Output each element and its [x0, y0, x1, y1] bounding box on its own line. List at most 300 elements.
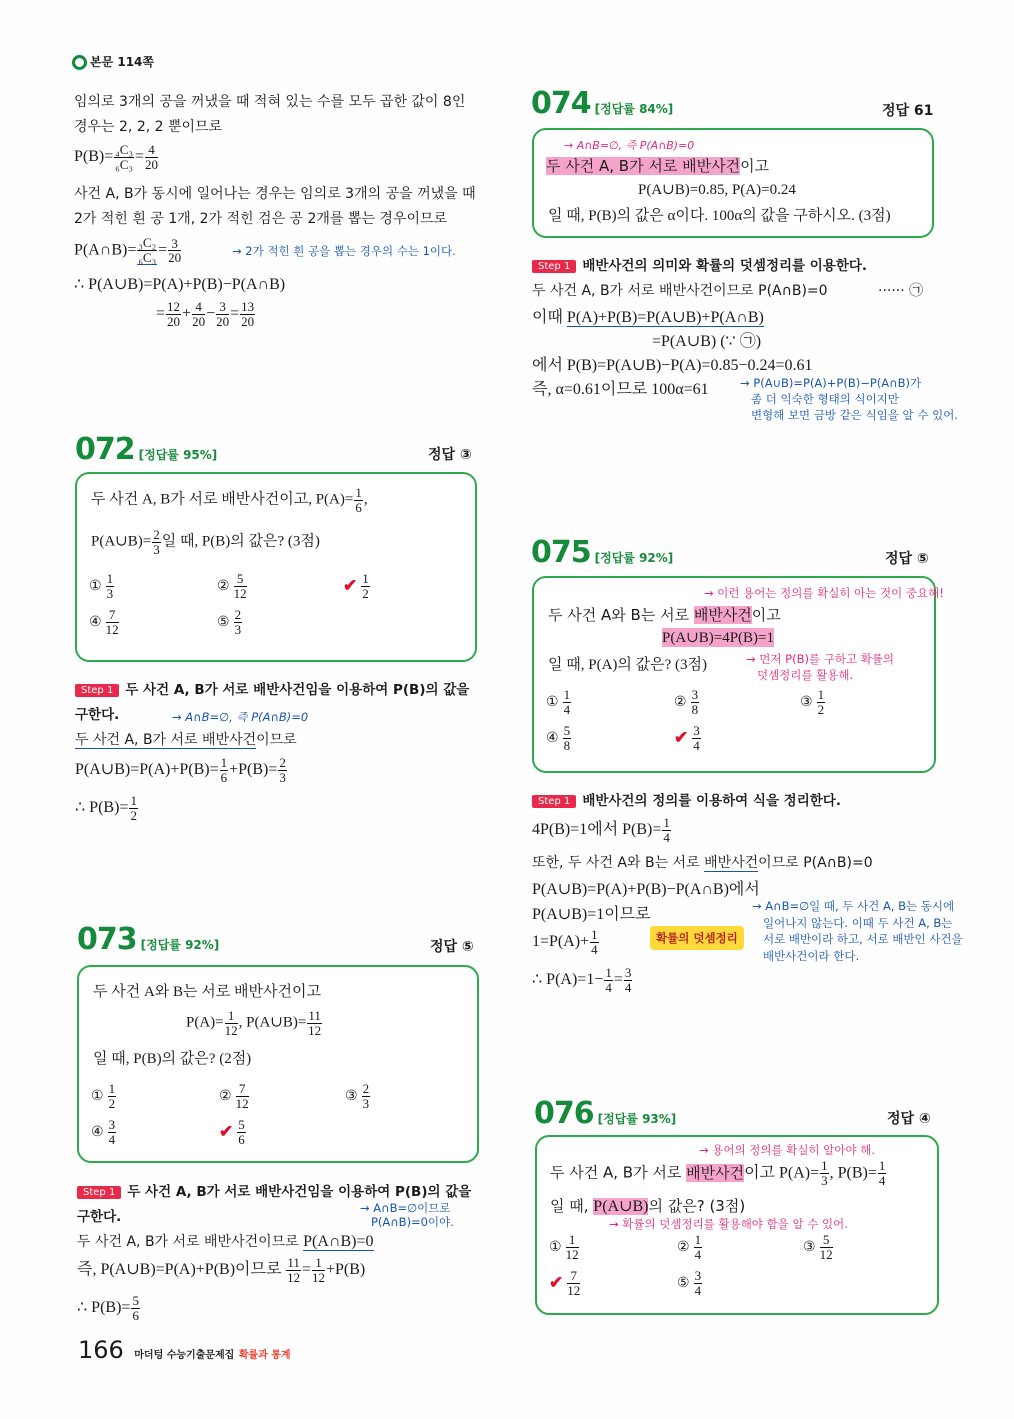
solution-line: [77, 1256, 365, 1284]
q-text: 두 사건 A, B가 서로 배반사건이고, P(A)=: [91, 491, 354, 508]
denominator: 6: [220, 769, 228, 785]
numerator: 1: [312, 1256, 325, 1271]
eq-text: =: [158, 241, 168, 259]
solution-line: 두 사건 A, B가 서로 배반사건이므로 P(A∩B)=0: [532, 283, 828, 299]
question-box: [75, 472, 477, 662]
numerator: 4: [192, 300, 205, 315]
step-title: 배반사건의 의미와 확률의 덧셈정리를 이용한다.: [582, 258, 868, 274]
note-text: A∩B=∅, 즉 P(A∩B)=0: [185, 710, 309, 724]
note-text: 2가 적힌 흰 공을 뽑는 경우의 수는 1이다.: [245, 244, 456, 258]
s-text: 두 사건 A, B가 서로 배반사건: [75, 732, 257, 748]
denominator: 4: [694, 1282, 702, 1298]
q-text: , P(B)=: [829, 1164, 877, 1182]
annotation-note: → 2가 적힌 흰 공을 뽑는 경우의 수는 1이다.: [232, 244, 456, 258]
fraction: [878, 1159, 887, 1187]
fraction: [361, 572, 370, 600]
problem-header: [77, 922, 219, 957]
denominator: 12: [233, 585, 247, 601]
choice-number: ①: [91, 1088, 104, 1104]
question-line: [186, 1009, 323, 1037]
fraction: [817, 688, 826, 716]
note-text: 덧셈정리를 활용해.: [756, 668, 854, 682]
q-text: 배반사건: [686, 1163, 745, 1182]
denominator: 6: [238, 1131, 245, 1147]
fraction: [312, 1256, 325, 1284]
note-text: A∩B=∅, 즉 P(A∩B)=0: [576, 139, 695, 152]
step-title: 구한다.: [77, 1209, 122, 1225]
fraction: [108, 1082, 117, 1110]
fraction: [108, 1118, 117, 1146]
annotation-note: → A∩B=∅일 때, 두 사건 A, B는 동시에 일어나지 않는다. 이때 두 사건 A, B는 서로 배반이라 하고, 서로 배반인 사건을 배반사건이라 한다.: [752, 899, 963, 963]
numerator: 3: [694, 1268, 702, 1283]
equation-pab: [74, 236, 182, 265]
correct-rate: [정답률 84%]: [594, 102, 674, 116]
annotation-note: → A∩B=∅, 즉 P(A∩B)=0: [172, 710, 309, 724]
denominator: 20: [167, 313, 181, 329]
equation-line: [156, 300, 256, 328]
solution-line: [75, 794, 139, 822]
page-footer: [78, 1336, 291, 1364]
step-heading: [77, 1180, 471, 1200]
denominator: 20: [145, 156, 159, 172]
question-line: 두 사건 A와 B는 서로 배반사건이고: [93, 984, 321, 1000]
note-text: 배반사건이라 한다.: [762, 948, 860, 963]
choice-option-4[interactable]: [549, 1269, 581, 1297]
fraction: [278, 756, 287, 784]
choice-number: ①: [549, 1239, 562, 1255]
problem-header: [531, 86, 673, 121]
choice-number: ④: [91, 1124, 104, 1140]
numerator: 1: [362, 571, 369, 586]
choice-number: ④: [89, 614, 102, 630]
solution-line: [532, 928, 600, 956]
fraction: [563, 724, 572, 752]
numerator: 12: [167, 299, 181, 314]
numerator: 1: [106, 571, 114, 586]
numerator: 5: [563, 723, 571, 738]
section-ref-text: 본문 114쪽: [90, 55, 155, 69]
fraction: [694, 1269, 703, 1297]
question-line: [550, 1159, 887, 1187]
numerator: 11: [287, 1255, 300, 1271]
choice-option-5[interactable]: [674, 724, 702, 752]
denominator: 6: [355, 499, 362, 515]
eq-text: −: [206, 304, 216, 322]
fraction: [137, 236, 157, 265]
q-text: 두 사건 A, B가 서로 배반사건: [546, 157, 741, 175]
choice-number: ③: [800, 694, 813, 710]
text-line: 2가 적힌 흰 공 1개, 2가 적힌 검은 공 2개를 뽑는 경우이므로: [74, 211, 448, 227]
step-badge: Step 1: [532, 795, 576, 808]
numerator: 1: [130, 793, 137, 808]
step-title: 두 사건 A, B가 서로 배반사건임을 이용하여 P(B)의 값을: [127, 1184, 472, 1200]
choice-option-5[interactable]: [219, 1118, 247, 1146]
note-text: 서로 배반이라 하고, 서로 배반인 사건을: [762, 932, 963, 946]
numerator: 5: [132, 1293, 139, 1308]
fraction: [662, 816, 671, 844]
fraction: [225, 1009, 238, 1037]
note-text: 먼저 P(B)를 구하고 확률의: [759, 652, 895, 666]
annotation-note: → A∩B=∅, 즉 P(A∩B)=0: [564, 139, 695, 152]
choice-option-5[interactable]: [217, 608, 243, 636]
denominator: 4: [693, 737, 700, 753]
circle-bullet-icon: [72, 55, 87, 70]
note-text: 확률의 덧셈정리를 활용해야 함을 알 수 있어.: [622, 1217, 848, 1231]
choice-option-2[interactable]: [674, 688, 700, 716]
q-text: 이고: [740, 157, 770, 175]
checkmark-icon: ✔: [674, 728, 689, 748]
text-line: 경우는 2, 2, 2 뿐이므로: [74, 119, 223, 135]
fraction: [286, 1256, 301, 1284]
denominator: 12: [105, 621, 119, 637]
solution-line: [532, 304, 764, 327]
fraction: [145, 143, 158, 171]
fraction: [192, 300, 205, 328]
eq-text: =: [230, 304, 240, 322]
fraction: [604, 966, 613, 994]
step-title: 두 사건 A, B가 서로 배반사건임을 이용하여 P(B)의 값을: [125, 682, 470, 698]
q-text: 이고: [751, 606, 781, 624]
solution-line: P(A∪B)=P(A)+P(B)−P(A∩B)에서: [532, 881, 760, 898]
denominator: 3: [106, 585, 114, 601]
choice-option-1[interactable]: [91, 1082, 117, 1110]
s-text: 또한, 두 사건 A와 B는 서로: [532, 855, 705, 871]
s-text: 이때: [532, 309, 567, 326]
solution-line: [77, 1231, 374, 1251]
s-text: 4P(B)=1에서 P(B)=: [532, 821, 662, 838]
page-number: 166: [78, 1336, 124, 1364]
fraction: [362, 1082, 371, 1110]
equation-line: ∴ P(A∪B)=P(A)+P(B)−P(A∩B): [74, 276, 286, 293]
solution-line: =P(A∪B) (∵ ㉠): [652, 333, 762, 350]
fraction: [820, 1159, 829, 1187]
answer-label: 정답 ⑤: [430, 939, 474, 955]
fraction: [590, 928, 599, 956]
denominator: 2: [130, 807, 137, 823]
numerator: 1: [220, 755, 228, 770]
denominator: 4: [878, 1172, 886, 1188]
annotation-note: → 이런 용어는 정의를 확실히 아는 것이 중요해!: [704, 586, 944, 600]
fraction: [624, 966, 633, 994]
choice-number: ②: [217, 578, 230, 594]
correct-rate: [정답률 92%]: [594, 551, 674, 565]
question-box: [77, 965, 479, 1163]
numerator: 3: [108, 1117, 116, 1132]
choice-option-1[interactable]: [89, 572, 115, 600]
fraction: [166, 300, 181, 328]
choice-number: ③: [345, 1088, 358, 1104]
q-text: 의 값은? (3점): [648, 1197, 746, 1215]
fraction: [694, 1233, 703, 1261]
q-text: P(A∪B): [593, 1198, 649, 1215]
problem-header: [75, 432, 217, 467]
denominator: 2: [362, 585, 369, 601]
s-text: +P(B): [325, 1261, 366, 1278]
question-box: [532, 128, 934, 238]
equation-pb: [74, 143, 159, 171]
annotation-note: → P(A∪B)=P(A)+P(B)−P(A∩B)가 좀 더 익숙한 형태의 식이지만 변형해 보면 금방 같은 식임을 알 수 있어.: [740, 376, 958, 422]
correct-rate: [정답률 93%]: [597, 1112, 677, 1126]
choice-option-2[interactable]: [677, 1233, 703, 1261]
solution-line: [532, 852, 873, 872]
step-badge: Step 1: [75, 684, 119, 697]
problem-header: [534, 1096, 676, 1131]
fraction: [234, 572, 247, 600]
problem-header: [531, 535, 673, 570]
s-text: 배반사건: [704, 855, 759, 871]
numerator: 2: [362, 1081, 370, 1096]
choice-option-2[interactable]: [217, 572, 248, 600]
fraction: [131, 1294, 140, 1322]
s-text: =: [301, 1261, 311, 1278]
answer-label: 정답 ③: [428, 447, 472, 463]
step-badge: Step 1: [77, 1186, 121, 1199]
question-line: 일 때, P(B)의 값은 α이다. 100α의 값을 구하시오. (3점): [548, 208, 891, 224]
question-line: [546, 155, 769, 176]
step-badge: Step 1: [532, 260, 576, 273]
choice-option-3[interactable]: [800, 688, 826, 716]
s-text: 두 사건 A, B가 서로 배반사건이므로: [77, 1234, 304, 1250]
solution-line: [75, 729, 297, 749]
denominator: 3: [821, 1172, 828, 1188]
eq-text: +: [182, 304, 192, 322]
numerator: 2: [153, 527, 160, 542]
fraction: [691, 688, 700, 716]
fraction: [236, 1082, 249, 1110]
fraction: [216, 300, 229, 328]
s-text: ∴ P(B)=: [77, 1298, 131, 1316]
note-text: 변형해 보면 금방 같은 식임을 알 수 있어.: [750, 408, 958, 422]
answer-label: 정답 ④: [887, 1111, 931, 1127]
numerator: 1: [591, 927, 598, 942]
numerator: ₄C₃: [115, 142, 133, 157]
choice-number: ⑤: [217, 614, 230, 630]
denominator: 4: [591, 941, 598, 957]
annotation-note: → 먼저 P(B)를 구하고 확률의 덧셈정리를 활용해.: [746, 652, 895, 682]
s-text: P(A)+P(B)=P(A∪B)+P(A∩B): [566, 309, 764, 326]
question-line: [548, 604, 781, 625]
numerator: ₃C₂: [138, 235, 157, 250]
numerator: 2: [279, 755, 286, 770]
choice-number: ④: [546, 730, 559, 746]
denominator: 20: [168, 250, 182, 266]
text-line: 사건 A, B가 동시에 일어나는 경우는 임의로 3개의 공을 꺼냈을 때: [74, 186, 476, 202]
s-text: ∴ P(A)=1−: [532, 970, 604, 988]
numerator: 1: [355, 485, 362, 500]
choice-number: ②: [219, 1088, 232, 1104]
question-line: 일 때, P(A)의 값은? (3점): [548, 657, 708, 673]
solution-line: 즉, α=0.61이므로 100α=61: [532, 381, 709, 398]
denominator: 3: [279, 769, 286, 785]
note-text: 이런 용어는 정의를 확실히 아는 것이 중요해!: [717, 586, 944, 600]
numerator: 3: [693, 723, 700, 738]
solution-line: [75, 756, 288, 784]
question-line: [91, 486, 368, 514]
note-text: 일어나지 않는다. 이때 두 사건 A, B는: [762, 915, 953, 930]
numerator: 1: [663, 815, 670, 831]
q-text: 일 때, P(B)의 값은? (3점): [161, 533, 320, 550]
numerator: 3: [624, 965, 632, 980]
s-text: 1=P(A)+: [532, 932, 590, 950]
question-line: P(A∪B)=4P(B)=1: [662, 630, 774, 646]
numerator: 1: [566, 1233, 579, 1248]
denominator: 4: [108, 1131, 116, 1147]
choice-option-4[interactable]: [91, 1118, 117, 1146]
fraction: [106, 608, 119, 636]
choice-option-3[interactable]: [345, 1082, 371, 1110]
choice-option-4[interactable]: [546, 724, 572, 752]
note-text: 좀 더 익숙한 형태의 식이지만: [750, 392, 899, 406]
denominator: 6: [132, 1307, 139, 1323]
problem-number: 074: [531, 86, 591, 121]
annotation-note: → 용어의 정의를 확실히 알아야 해.: [699, 1143, 875, 1157]
denominator: ₆C₃: [115, 156, 133, 172]
q-text: P(A)=: [186, 1014, 224, 1031]
choice-option-3[interactable]: [803, 1233, 834, 1261]
correct-rate: [정답률 95%]: [138, 448, 218, 462]
problem-number: 072: [75, 432, 135, 467]
fraction: [234, 608, 243, 636]
denominator: 20: [192, 313, 206, 329]
denominator: 3: [153, 541, 160, 557]
eq-text: =: [135, 147, 145, 165]
q-text: 두 사건 A와 B는 서로: [548, 606, 694, 624]
denominator: 20: [241, 313, 255, 329]
q-text: 배반사건: [693, 606, 752, 624]
denominator: 3: [234, 621, 242, 637]
eq-text: P(B)=: [74, 147, 114, 165]
fraction: [820, 1233, 833, 1261]
choice-option-3[interactable]: [343, 572, 371, 600]
note-text: P(A∪B)=P(A)+P(B)−P(A∩B)가: [753, 376, 922, 390]
question-line: 일 때, P(B)의 값은? (2점): [93, 1051, 252, 1067]
choice-option-2[interactable]: [219, 1082, 250, 1110]
callout-bubble: 확률의 덧셈정리: [650, 926, 744, 950]
denominator: 4: [694, 1246, 702, 1262]
denominator: 12: [287, 1269, 301, 1285]
note-text: 용어의 정의를 확실히 알아야 해.: [712, 1143, 875, 1157]
denominator: 12: [308, 1022, 322, 1038]
numerator: 5: [820, 1233, 833, 1248]
answer-label: 정답 ⑤: [885, 551, 929, 567]
book-title: 마더텅 수능기출문제집: [134, 1350, 235, 1361]
note-text: P(A∩B)=0이야.: [370, 1215, 454, 1229]
step-heading: [75, 678, 469, 698]
denominator: 12: [311, 1269, 325, 1285]
step-title: 구한다.: [75, 707, 120, 723]
fraction: [692, 724, 701, 752]
denominator: 12: [819, 1246, 833, 1262]
solution-line: P(A∪B)=1이므로: [532, 906, 651, 923]
fraction: [114, 143, 134, 171]
fraction: [168, 237, 181, 265]
question-line: [550, 1195, 745, 1216]
numerator: 5: [234, 572, 247, 587]
fraction: [567, 1269, 580, 1297]
problem-number: 075: [531, 535, 591, 570]
numerator: 1: [817, 687, 825, 702]
choice-number: ①: [546, 694, 559, 710]
numerator: 1: [694, 1232, 702, 1247]
denominator: 8: [563, 737, 571, 753]
choice-option-5[interactable]: [677, 1269, 703, 1297]
choice-option-4[interactable]: [89, 608, 120, 636]
section-reference: [72, 53, 154, 70]
numerator: 1: [878, 1158, 886, 1173]
question-box: [535, 1135, 939, 1315]
note-text: A∩B=∅이므로: [373, 1201, 451, 1215]
denominator: 12: [567, 1282, 581, 1298]
numerator: 3: [216, 300, 229, 315]
checkmark-icon: ✔: [219, 1122, 234, 1142]
numerator: 1: [605, 965, 612, 980]
solution-line: [532, 816, 672, 844]
step-heading: [532, 789, 841, 809]
denominator: 4: [624, 979, 632, 995]
fraction: [240, 300, 255, 328]
answer-label: 정답 61: [882, 103, 934, 119]
numerator: 1: [225, 1009, 238, 1024]
problem-number: 076: [534, 1096, 594, 1131]
annotation-note: → A∩B=∅이므로 P(A∩B)=0이야.: [360, 1201, 454, 1229]
step-heading: [532, 254, 867, 274]
denominator: 12: [235, 1095, 249, 1111]
numerator: 1: [563, 687, 571, 702]
choice-option-1[interactable]: [546, 688, 572, 716]
numerator: 1: [821, 1158, 828, 1173]
s-text: +P(B)=: [229, 760, 278, 778]
eq-text: P(A∩B)=: [74, 241, 137, 259]
step-title: 배반사건의 정의를 이용하여 식을 정리한다.: [582, 793, 841, 809]
note-text: A∩B=∅일 때, 두 사건 A, B는 동시에: [765, 899, 955, 913]
fraction: [354, 486, 363, 514]
denominator: 8: [691, 701, 699, 717]
fraction: [220, 756, 229, 784]
numerator: 3: [691, 687, 699, 702]
numerator: 1: [108, 1081, 116, 1096]
denominator: 3: [362, 1095, 370, 1111]
s-text: =: [613, 970, 623, 988]
fraction: [152, 528, 161, 556]
fraction: [129, 794, 138, 822]
solution-line: [532, 966, 633, 994]
q-text: 일 때,: [550, 1197, 594, 1215]
fraction: [563, 688, 572, 716]
eq-text: =: [156, 304, 166, 322]
reference-mark: ······ ㉠: [878, 283, 924, 299]
numerator: 2: [234, 607, 242, 622]
choice-option-1[interactable]: [549, 1233, 580, 1261]
q-text: P(A∪B)=: [91, 533, 152, 550]
denominator: 4: [563, 701, 571, 717]
q-text: 이고 P(A)=: [744, 1164, 820, 1182]
correct-rate: [정답률 92%]: [140, 938, 220, 952]
denominator: 4: [605, 979, 612, 995]
denominator: 2: [108, 1095, 116, 1111]
annotation-note: → 확률의 덧셈정리를 활용해야 함을 알 수 있어.: [609, 1217, 848, 1231]
s-text: P(A∩B)=0: [303, 1233, 374, 1250]
s-text: P(A∪B)=P(A)+P(B)=: [75, 760, 219, 778]
subject-title: 확률과 통계: [238, 1350, 291, 1361]
numerator: 7: [567, 1269, 580, 1284]
question-line: P(A∪B)=0.85, P(A)=0.24: [638, 182, 796, 198]
denominator: 12: [224, 1022, 238, 1038]
checkmark-icon: ✔: [549, 1273, 564, 1293]
choice-number: ①: [89, 578, 102, 594]
denominator: 12: [565, 1246, 579, 1262]
solution-line: [77, 1294, 141, 1322]
s-text: 이므로: [256, 732, 297, 748]
